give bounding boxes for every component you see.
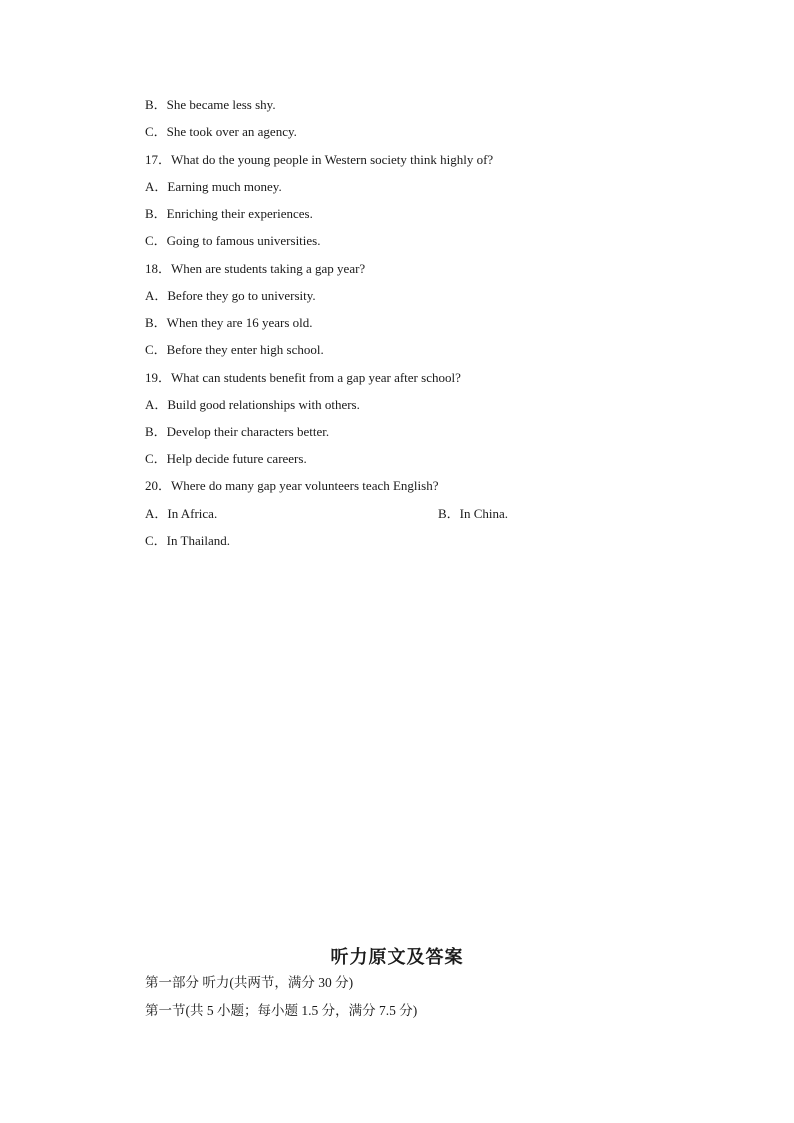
q20-option-b: B．In China. xyxy=(438,506,509,521)
q19-option-c: C．Help decide future careers. xyxy=(145,451,307,466)
q18-option-c: C．Before they enter high school. xyxy=(145,342,324,357)
q16-option-c: C．She took over an agency. xyxy=(145,124,297,139)
transcript-part-heading: 第一部分 听力(共两节，满分 30 分) xyxy=(145,975,354,990)
q20-option-c: C．In Thailand. xyxy=(145,533,230,548)
q17-option-b: B．Enriching their experiences. xyxy=(145,206,313,221)
q18-option-b: B．When they are 16 years old. xyxy=(145,315,313,330)
q18-stem: 18．When are students taking a gap year? xyxy=(145,261,366,276)
q18-option-a: A．Before they go to university. xyxy=(145,288,316,303)
transcript-section-heading: 第一节(共 5 小题；每小题 1.5 分，满分 7.5 分) xyxy=(145,1003,418,1018)
q19-stem: 19．What can students benefit from a gap year after school? xyxy=(145,370,461,385)
q16-option-b: B．She became less shy. xyxy=(145,97,276,112)
q17-option-c: C．Going to famous universities. xyxy=(145,233,321,248)
q20-option-a: A．In Africa. xyxy=(145,506,218,521)
q20-stem: 20．Where do many gap year volunteers teach English? xyxy=(145,478,439,493)
q19-option-b: B．Develop their characters better. xyxy=(145,424,330,439)
q17-stem: 17．What do the young people in Western society think highly of? xyxy=(145,152,494,167)
q17-option-a: A．Earning much money. xyxy=(145,179,282,194)
transcript-title: 听力原文及答案 xyxy=(330,947,464,967)
q19-option-a: A．Build good relationships with others. xyxy=(145,397,360,412)
